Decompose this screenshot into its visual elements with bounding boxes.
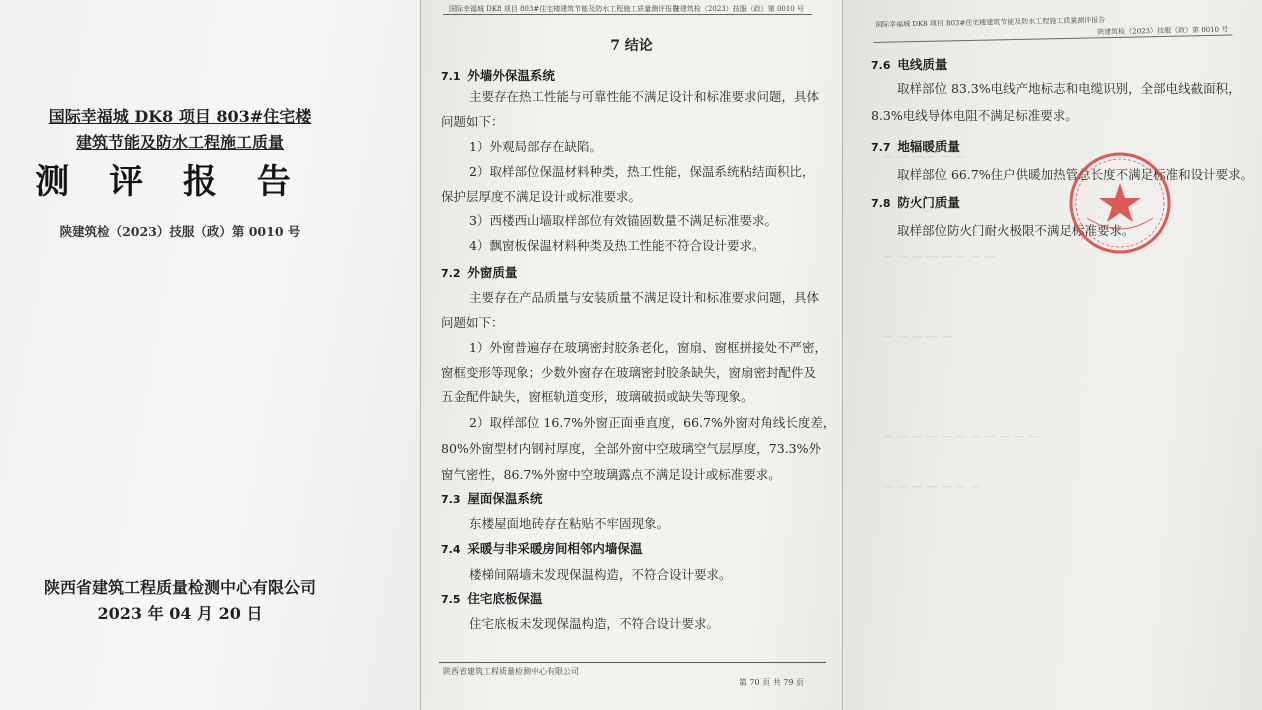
cover-organization: 陕西省建筑工程质量检测中心有限公司 bbox=[43, 578, 316, 597]
list-item: 2）取样部位 16.7%外窗正面垂直度，66.7%外窗对角线长度差， bbox=[469, 415, 836, 430]
bleed-through-text: — — — — — — bbox=[883, 150, 967, 163]
section-7-6-title bbox=[871, 55, 947, 73]
section-name: 外窗质量 bbox=[467, 265, 518, 280]
paragraph-line: 问题如下： bbox=[441, 315, 504, 330]
section-number: 7.2 bbox=[441, 267, 461, 280]
paragraph-line: 五金配件缺失，窗框轨道变形，玻璃破损或缺失等现象。 bbox=[441, 389, 754, 404]
cover-title-line1: 国际幸福城 DK8 项目 803#住宅楼 bbox=[48, 107, 312, 126]
paragraph-line: 窗框变形等现象；少数外窗存在玻璃密封胶条缺失，窗扇密封配件及 bbox=[441, 365, 817, 380]
cover-date: 2023 年 04 月 20 日 bbox=[97, 604, 263, 623]
header-code: 陕建筑检（2023）技服（政）第 0010 号 bbox=[1097, 25, 1229, 37]
section-name: 住宅底板保温 bbox=[467, 591, 543, 606]
paragraph-line: 8.3%电线导体电阻不满足标准要求。 bbox=[871, 108, 1078, 123]
section-7-3-title bbox=[441, 489, 542, 507]
section-number: 7.1 bbox=[441, 70, 461, 83]
header-title: 国际幸福城 DK8 项目 803#住宅楼建筑节能及防水工程施工质量测评报告 bbox=[449, 5, 680, 13]
section-7-7-title bbox=[871, 137, 960, 155]
cover-title-line2: 建筑节能及防水工程施工质量 bbox=[75, 133, 284, 152]
section-7-1-title bbox=[441, 66, 555, 84]
footer-organization: 陕西省建筑工程质量检测中心有限公司 bbox=[443, 667, 579, 676]
header-code: 陕建筑检（2023）技服（政）第 0010 号 bbox=[672, 5, 804, 13]
list-item: 4）飘窗板保温材料种类及热工性能不符合设计要求。 bbox=[469, 238, 765, 253]
header-title: 国际幸福城 DK8 项目 803#住宅楼建筑节能及防水工程施工质量测评报告 bbox=[875, 16, 1106, 29]
cover-title-main: 测 评 报 告 bbox=[35, 162, 305, 202]
section-number: 7.6 bbox=[871, 59, 891, 72]
section-7-5-title bbox=[441, 589, 542, 607]
page-header bbox=[873, 10, 1232, 43]
section-name: 外墙外保温系统 bbox=[467, 68, 555, 83]
section-heading: 7 结论 bbox=[610, 38, 653, 54]
section-7-2-title bbox=[441, 263, 517, 281]
section-7-8-title bbox=[871, 193, 960, 211]
page-footer bbox=[439, 662, 826, 687]
paragraph-line: 保护层厚度不满足设计或标准要求。 bbox=[441, 189, 642, 204]
section-name: 采暖与非采暖房间相邻内墙保温 bbox=[467, 541, 643, 556]
section-7-4-title bbox=[441, 539, 642, 557]
paragraph-line: 住宅底板未发现保温构造，不符合设计要求。 bbox=[469, 616, 720, 631]
section-number: 7.4 bbox=[441, 543, 461, 556]
section-number: 7.3 bbox=[441, 493, 461, 506]
paragraph-line: 取样部位 83.3%电线产地标志和电缆识别，全部电线截面积， bbox=[897, 81, 1241, 96]
paragraph-line: 主要存在产品质量与安装质量不满足设计和标准要求问题，具体 bbox=[469, 290, 820, 305]
page-number: 第 70 页 共 79 页 bbox=[738, 678, 804, 687]
paragraph-line: 窗气密性，86.7%外窗中空玻璃露点不满足设计或标准要求。 bbox=[441, 467, 781, 482]
paragraph-line: 取样部位防火门耐火极限不满足标准要求。 bbox=[897, 223, 1135, 238]
paragraph-line: 东楼屋面地砖存在粘贴不牢固现象。 bbox=[469, 516, 670, 531]
paragraph-line: 取样部位 66.7%住户供暖加热管总长度不满足标准和设计要求。 bbox=[897, 167, 1254, 182]
bleed-through-text: — — — — — bbox=[883, 330, 952, 343]
list-item: 3）西楼西山墙取样部位有效锚固数量不满足标准要求。 bbox=[469, 213, 777, 228]
section-name: 防火门质量 bbox=[897, 195, 960, 210]
list-item: 1）外窗普遍存在玻璃密封胶条老化，窗扇、窗框拼接处不严密， bbox=[469, 340, 827, 355]
paragraph-line: 主要存在热工性能与可靠性能不满足设计和标准要求问题，具体 bbox=[469, 89, 820, 104]
section-name: 电线质量 bbox=[897, 57, 948, 72]
paragraph-line: 楼梯间隔墙未发现保温构造，不符合设计要求。 bbox=[469, 567, 732, 582]
section-number: 7.5 bbox=[441, 593, 461, 606]
paragraph-line: 80%外窗型材内钢衬厚度，全部外窗中空玻璃空气层厚度，73.3%外 bbox=[441, 441, 821, 456]
bleed-through-text: — — — — — — — — — — — bbox=[883, 430, 1039, 443]
section-name: 屋面保温系统 bbox=[467, 491, 543, 506]
paragraph-line: 问题如下： bbox=[441, 114, 504, 129]
section-number: 7.7 bbox=[871, 141, 891, 154]
bleed-through-text: — — — — — — — bbox=[883, 480, 981, 493]
page-header bbox=[443, 2, 812, 15]
cover-report-code: 陕建筑检（2023）技服（政）第 0010 号 bbox=[59, 224, 301, 239]
section-name: 地辐暖质量 bbox=[897, 139, 960, 154]
conclusion-page-70 bbox=[421, 0, 842, 710]
section-number: 7.8 bbox=[871, 197, 891, 210]
bleed-through-text: — — — — — — — — bbox=[883, 250, 996, 263]
conclusion-page-71 bbox=[843, 0, 1262, 710]
list-item: 1）外观局部存在缺陷。 bbox=[469, 139, 602, 154]
cover-page bbox=[0, 0, 420, 710]
list-item: 2）取样部位保温材料种类，热工性能，保温系统粘结面积比， bbox=[469, 164, 815, 179]
